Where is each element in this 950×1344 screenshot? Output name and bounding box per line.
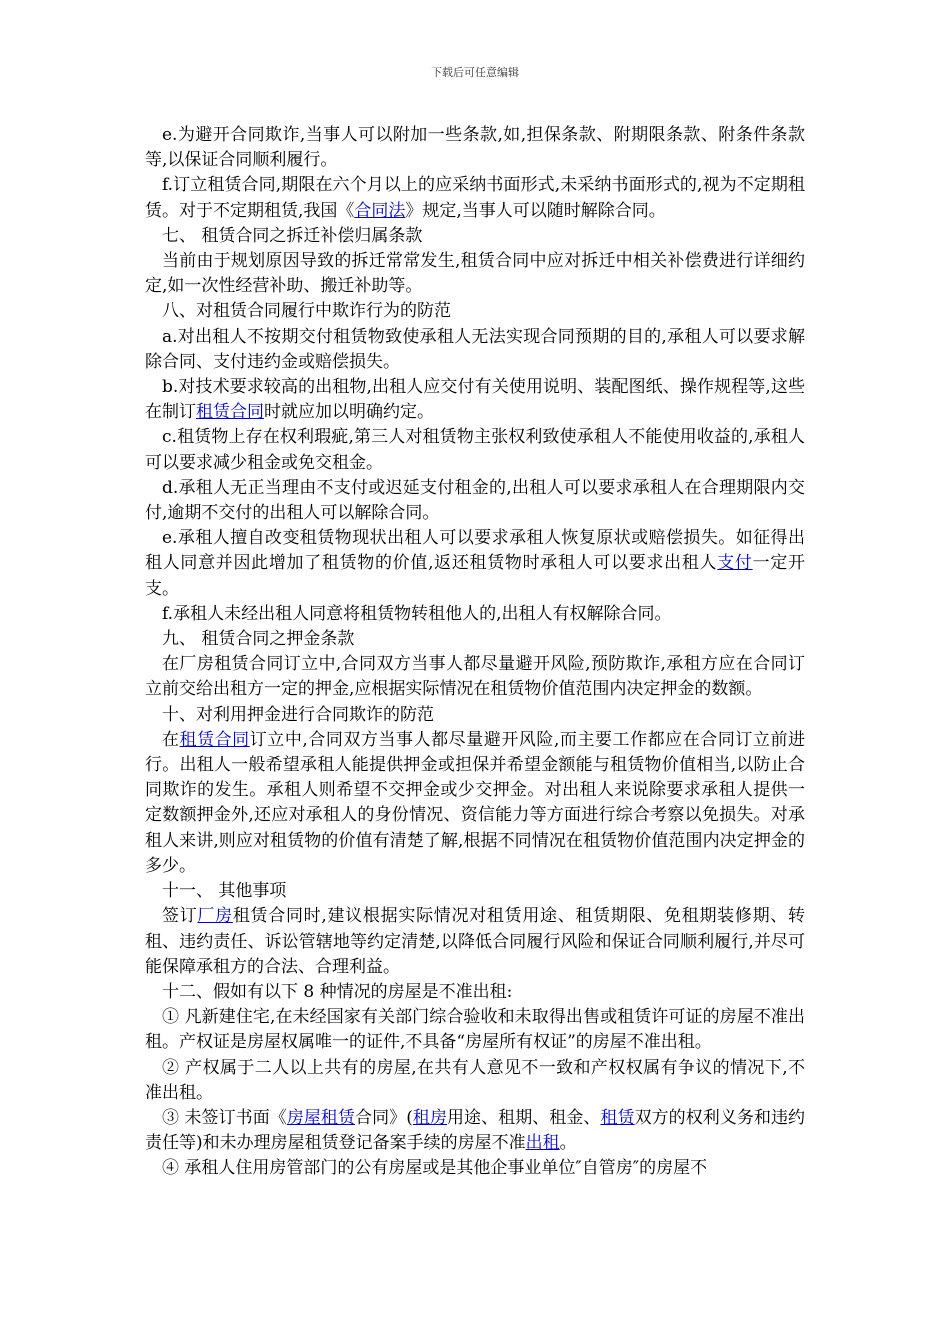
paragraph (145, 425, 805, 475)
paragraph-text: 八、对租赁合同履行中欺诈行为的防范 (162, 301, 451, 322)
paragraph-text: f.订立租赁合同,期限在六个月以上的应采纳书面形式,未采纳书面形式的,视为不定期租赁。对于不定期租赁,我国《 (145, 175, 805, 221)
inline-link[interactable]: 租赁 (600, 1107, 635, 1128)
paragraph-text: 十、对利用押金进行合同欺诈的防范 (162, 704, 434, 725)
paragraph-text: 一定开支。 (145, 553, 806, 599)
paragraph-text: e.为避开合同欺诈,当事人可以附加一些条款,如,担保条款、附期限条款、附条件条款等,以保证合同顺利履行。 (145, 125, 805, 171)
paragraph (145, 904, 805, 980)
paragraph-text: 签订 (162, 906, 198, 927)
paragraph-text: 九、 租赁合同之押金条款 (162, 629, 355, 650)
paragraph-text: d.承租人无正当理由不支付或迟延支付租金的,出租人可以要求承租人在合理期限内交付,逾期不交付的出租人可以解除合同。 (145, 477, 805, 524)
inline-link[interactable]: 房屋租赁 (286, 1107, 356, 1128)
paragraph (145, 224, 805, 249)
inline-link[interactable]: 合同法 (354, 200, 406, 221)
document-body (145, 123, 805, 1182)
paragraph-text: 。 (559, 1133, 577, 1154)
inline-link[interactable]: 出租 (525, 1133, 560, 1154)
inline-link[interactable]: 厂房 (197, 906, 233, 927)
inline-link[interactable]: 租房 (412, 1107, 447, 1128)
paragraph (145, 1156, 805, 1181)
paragraph-text: b.对技术要求较高的出租物,出租人应交付有关使用说明、装配图纸、操作规程等,这些在制订 (145, 377, 805, 423)
paragraph-text: a.对出租人不按期交付租赁物致使承租人无法实现合同预期的目的,承租人可以要求解除合同、支付违约金或赔偿损失。 (145, 326, 805, 372)
paragraph-text: ① 凡新建住宅,在未经国家有关部门综合验收和未取得出售或租赁许可证的房屋不准出租。产权证是房屋权属唯一的证件,不具备“房屋所有权证”的房屋不准出租。 (145, 1007, 805, 1053)
paragraph-text: 在 (162, 729, 180, 750)
paragraph-text: 》规定,当事人可以随时解除合同。 (405, 200, 666, 221)
paragraph-text: c.租赁物上存在权利瑕疵,第三人对租赁物主张权利致使承租人不能使用收益的,承租人可以要求减少租金或免交租金。 (145, 427, 805, 473)
paragraph (145, 728, 805, 879)
inline-link[interactable]: 支付 (717, 553, 753, 574)
paragraph (145, 879, 805, 904)
paragraph (145, 375, 805, 425)
paragraph (145, 627, 805, 652)
paragraph-text: 合同》( (355, 1107, 413, 1128)
page-header: 下载后可任意编辑 (431, 66, 519, 79)
paragraph (145, 249, 805, 299)
paragraph-text: ② 产权属于二人以上共有的房屋,在共有人意见不一致和产权权属有争议的情况下,不准出租。 (145, 1057, 805, 1103)
paragraph-text: e.承租人擅自改变租赁物现状出租人可以要求承租人恢复原状或赔偿损失。如征得出租人同意并因此增加了租赁物的价值,返还租赁物时承租人可以要求出租人 (145, 528, 805, 574)
paragraph-text: 在厂房租赁合同订立中,合同双方当事人都尽量避开风险,预防欺诈,承租方应在合同订立前交给出租方一定的押金,应根据实际情况在租赁物价值范围内决定押金的数额。 (145, 654, 805, 700)
paragraph (145, 526, 805, 602)
paragraph-text: 租赁合同时,建议根据实际情况对租赁用途、租赁期限、免租期装修期、转租、违约责任、诉讼管辖地等约定清楚,以降低合同履行风险和保证合同顺利履行,并尽可能保障承租方的合法、合理利益。 (145, 906, 805, 977)
paragraph-text: ④ 承租人住用房管部门的公有房屋或是其他企事业单位″自管房″的房屋不 (162, 1158, 708, 1179)
paragraph-text: 七、 租赁合同之拆迁补偿归属条款 (162, 225, 423, 246)
paragraph (145, 325, 805, 375)
paragraph-text: 十二、假如有以下 8 种情况的房屋是不准出租: (162, 981, 513, 1002)
inline-link[interactable]: 租赁合同 (179, 729, 250, 750)
paragraph-text: 当前由于规划原因导致的拆迁常常发生,租赁合同中应对拆迁中相关补偿费进行详细约定,如一次性经营补助、搬迁补助等。 (145, 251, 805, 297)
paragraph-text: 用途、租期、租金、 (447, 1107, 601, 1128)
paragraph (145, 703, 805, 728)
paragraph-text: 时就应加以明确约定。 (264, 402, 434, 423)
paragraph-text: 十一、 其他事项 (162, 881, 287, 902)
paragraph (145, 1056, 805, 1106)
paragraph (145, 476, 805, 526)
paragraph (145, 1106, 805, 1156)
paragraph (145, 602, 805, 627)
paragraph (145, 1005, 805, 1055)
paragraph (145, 299, 805, 324)
paragraph (145, 173, 805, 223)
paragraph (145, 123, 805, 173)
paragraph (145, 652, 805, 702)
paragraph (145, 980, 805, 1005)
paragraph-text: ③ 未签订书面《 (162, 1107, 287, 1128)
inline-link[interactable]: 租赁合同 (196, 402, 264, 423)
paragraph-text: 双方的权利义务和违约责任等)和未办理房屋租赁登记备案手续的房屋不准 (145, 1107, 806, 1154)
paragraph-text: f.承租人未经出租人同意将租赁物转租他人的,出租人有权解除合同。 (162, 603, 672, 624)
paragraph-text: 订立中,合同双方当事人都尽量避开风险,而主要工作都应在合同订立前进行。出租人一般希望承租人能提供押金或担保并希望金额能与租赁物价值相当,以防止合同欺诈的发生。承租人则希望不交押金或少交押金。对出租人来说除要求承租人提供一定数额押金外,还应对承租人的身份情况、资信能力等方面进行综合考察以免损失。对承租人来讲,则应对租赁物的价值有清楚了解,根据不同情况在租赁物价值范围内决定押金的多少。 (145, 729, 806, 876)
